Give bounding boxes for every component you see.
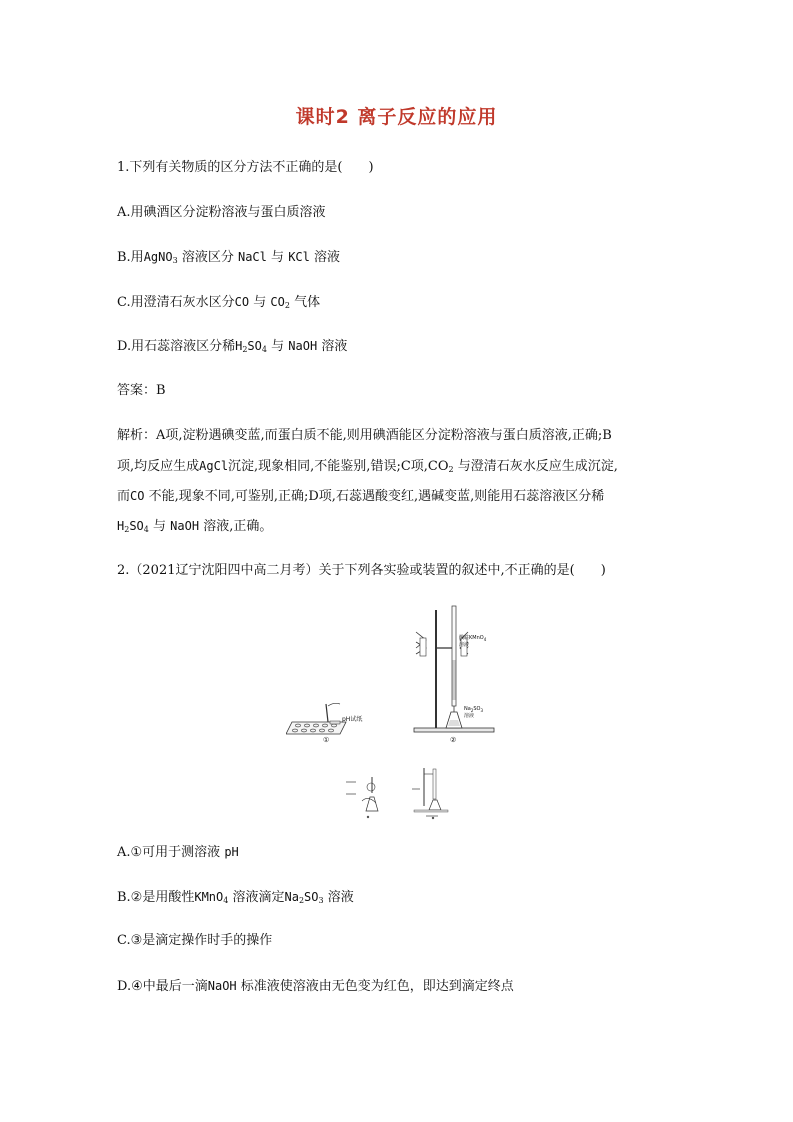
question-1-option-a: A.用碘酒区分淀粉溶液与蛋白质溶液 <box>117 205 326 220</box>
question-2-option-c: C.③是滴定操作时手的操作 <box>117 933 273 948</box>
question-2-stem: 2.（2021辽宁沈阳四中高二月考）关于下列各实验或装置的叙述中,不正确的是( ) <box>117 563 606 578</box>
question-1-option-c: C.用澄清石灰水区分CO 与 $CO_2$ 气体 <box>117 295 321 310</box>
question-2-option-d: D.④中最后一滴NaOH 标准液使溶液由无色变为红色，即达到滴定终点 <box>117 979 514 994</box>
question-1-option-d: D.用石蕊溶液区分稀$H_2SO_4$ 与 NaOH 溶液 <box>117 339 348 354</box>
figure-2-reagent-kmno4: 酸性KMnO$_4$ 溶液 <box>459 635 487 648</box>
question-2-option-b: B.②是用酸性KMnO$_4$ 溶液滴定$Na_2SO_3$ 溶液 <box>117 890 354 905</box>
figure-2-reagent-na2so3: $Na_2SO_3$ 溶液 <box>464 706 484 719</box>
figure-1-label: pH试纸 <box>342 716 363 723</box>
question-1-analysis-line-3: 而CO 不能,现象不同,可鉴别,正确;D项,石蕊遇酸变红,遇碱变蓝,则能用石蕊溶液区分稀 <box>117 489 605 504</box>
question-1-analysis-line-2: 项,均反应生成AgCl沉淀,现象相同,不能鉴别,错误;C项$,CO_2$ 与澄清石灰水反应生成沉淀, <box>117 459 618 474</box>
figure-1-ph-test <box>286 700 386 750</box>
question-1-stem: 1.下列有关物质的区分方法不正确的是( ) <box>117 160 374 175</box>
question-2-option-a: A.①可用于测溶液 pH <box>117 845 239 860</box>
figure-2-number: ② <box>450 736 457 744</box>
question-1-option-b: B.用AgNO$_3$ 溶液区分 NaCl 与 KCl 溶液 <box>117 250 341 265</box>
figure-3-hand-operation <box>344 775 394 820</box>
question-1-analysis-line-4: $H_2SO_4$ 与 NaOH 溶液,正确。 <box>117 519 273 534</box>
question-1-analysis-line-1: 解析：A项,淀粉遇碘变蓝,而蛋白质不能,则用碘酒能区分淀粉溶液与蛋白质溶液,正确;B <box>117 428 612 443</box>
figure-4-burette <box>408 766 458 820</box>
question-1-answer: 答案：B <box>117 383 166 398</box>
figure-1-number: ① <box>323 736 330 744</box>
figure-2-titration <box>406 602 516 750</box>
page-title: 课时2 离子反应的应用 <box>295 106 498 128</box>
